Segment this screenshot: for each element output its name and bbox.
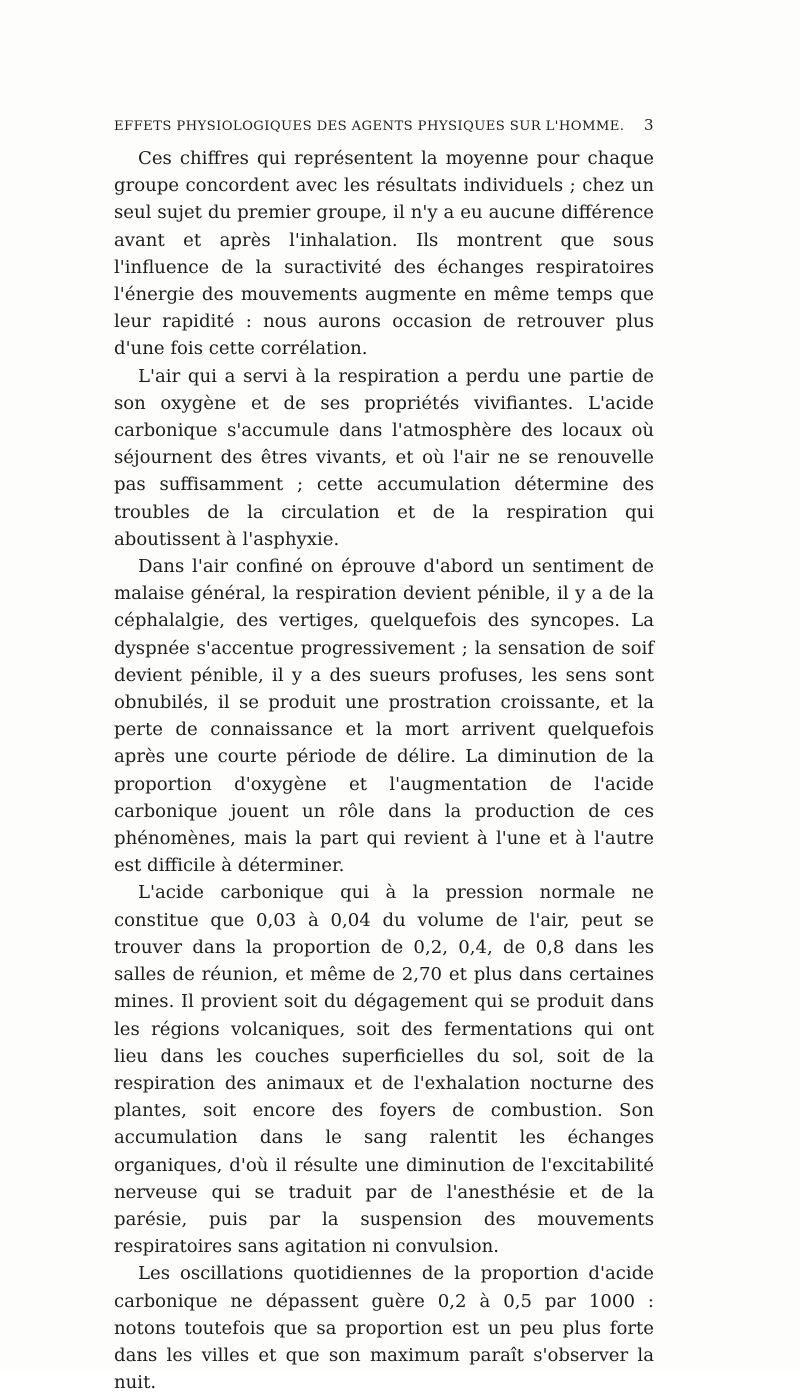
body-text [114, 145, 654, 1396]
paragraph-1: Ces chiffres qui représentent la moyenne pour chaque groupe concordent avec les résultats individuels ; chez un seul sujet du premier groupe, il n'y a eu aucune différence avant et après l'inhalation. Ils montrent que sous l'influence de la suractivité des échanges respiratoires l'énergie des mouvements augmente en même temps que leur rapidité : nous aurons occasion de retrouver plus d'une fois cette corrélation. [114, 148, 654, 360]
running-head [114, 116, 654, 134]
running-title: EFFETS PHYSIOLOGIQUES DES AGENTS PHYSIQUES SUR L'HOMME. [114, 119, 625, 134]
paragraph-3: Dans l'air confiné on éprouve d'abord un sentiment de malaise général, la respiration devient pénible, il y a de la céphalalgie, des vertiges, quelquefois des syncopes. La dyspnée s'accentue progressivement ; la sensation de soif devient pénible, il y a des sueurs profuses, les sens sont obnubilés, il se produit une prostration croissante, et la perte de connaissance et la mort arrivent quelquefois après une courte période de délire. La diminution de la proportion d'oxygène et l'augmentation de l'acide carbonique jouent un rôle dans la production de ces phénomènes, mais la part qui revient à l'une et à l'autre est difficile à déterminer. [114, 556, 654, 877]
paragraph-2: L'air qui a servi à la respiration a perdu une partie de son oxygène et de ses propriétés vivifiantes. L'acide carbonique s'accumule dans l'atmosphère des locaux où séjournent des êtres vivants, et où l'air ne se renouvelle pas suffisamment ; cette accumulation détermine des troubles de la circulation et de la respiration qui aboutissent à l'asphyxie. [114, 365, 654, 550]
paragraph-5: Les oscillations quotidiennes de la proportion d'acide carbonique ne dépassent guère 0,2 à 0,5 par 1000 : notons toutefois que sa proportion est un peu plus forte dans les villes et que son maximum paraît s'observer la nuit. [114, 1263, 654, 1394]
page-number: 3 [644, 116, 654, 134]
paragraph-4: L'acide carbonique qui à la pression normale ne constitue que 0,03 à 0,04 du volume de l'air, peut se trouver dans la proportion de 0,2, 0,4, de 0,8 dans les salles de réunion, et même de 2,70 et plus dans certaines mines. Il provient soit du dégagement qui se produit dans les régions volcaniques, soit des fermentations qui ont lieu dans les couches superficielles du sol, soit de la respiration des animaux et de l'exhalation nocturne des plantes, soit encore des foyers de combustion. Son accumulation dans le sang ralentit les échanges organiques, d'où il résulte une diminution de l'excitabilité nerveuse qui se traduit par de l'anesthésie et de la parésie, puis par la suspension des mouvements respiratoires sans agitation ni convulsion. [114, 882, 654, 1258]
